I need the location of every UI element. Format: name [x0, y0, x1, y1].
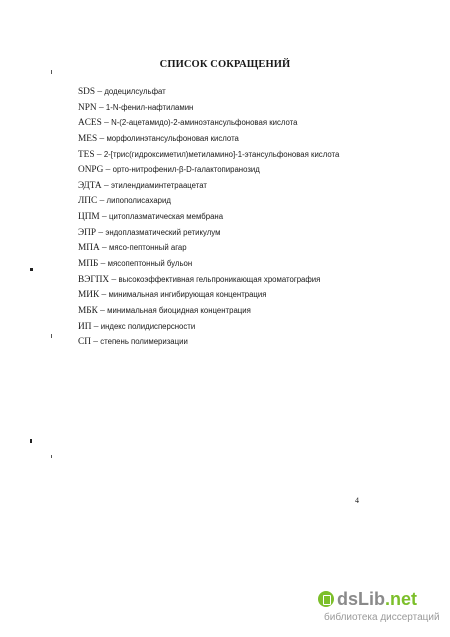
dash-separator: –: [96, 149, 102, 160]
abbreviation-definition: минимальная биоцидная концентрация: [107, 305, 251, 315]
scan-speck: [51, 334, 52, 338]
dash-separator: –: [111, 274, 117, 285]
abbreviation-definition: 1-N-фенил-нафтиламин: [105, 102, 194, 112]
abbreviation-term: SDS: [78, 87, 96, 97]
scan-speck: [51, 70, 52, 74]
dash-separator: –: [97, 87, 103, 97]
abbreviation-item: [78, 303, 438, 319]
abbreviation-definition: орто-нитрофенил-β-D-галактопиранозид: [112, 165, 260, 175]
abbreviation-item: [78, 162, 438, 178]
dash-separator: –: [100, 305, 105, 316]
dash-separator: –: [98, 102, 104, 113]
abbreviation-definition: мясопептонный бульон: [107, 259, 193, 269]
abbreviation-item: [78, 240, 438, 256]
scan-speck: [30, 439, 32, 443]
abbreviation-term: NPN: [78, 102, 97, 113]
abbreviation-definition: цитоплазматическая мембрана: [109, 212, 224, 222]
abbreviation-term: ЛПС: [78, 196, 98, 207]
abbreviation-definition: минимальная ингибирующая концентрация: [108, 290, 267, 300]
abbreviation-item: [78, 100, 438, 116]
page-number: 4: [355, 496, 359, 505]
abbreviation-term: ACES: [78, 118, 102, 129]
abbreviation-term: MES: [78, 133, 98, 144]
abbreviation-item: [78, 256, 438, 272]
abbreviation-term: ONPG: [78, 165, 104, 176]
abbreviation-term: МБК: [78, 305, 98, 316]
dash-separator: –: [104, 118, 109, 129]
dash-separator: –: [101, 290, 107, 301]
abbreviation-item: [78, 84, 438, 100]
abbreviation-item: [78, 131, 438, 147]
abbreviation-term: МИК: [78, 290, 100, 301]
abbreviation-term: МПА: [78, 243, 100, 254]
dash-separator: –: [93, 321, 99, 332]
dash-separator: –: [102, 243, 107, 254]
abbreviation-item: [78, 334, 438, 350]
dash-separator: –: [105, 165, 111, 176]
abbreviation-item: [78, 115, 438, 131]
abbreviation-item: [78, 209, 438, 225]
abbreviation-item: [78, 319, 438, 335]
dslib-watermark[interactable]: [318, 588, 448, 632]
abbreviation-list: [78, 84, 438, 350]
abbreviation-item: [78, 178, 438, 194]
abbreviation-definition: морфолинэтансульфоновая кислота: [106, 133, 239, 143]
abbreviation-definition: додецилсульфат: [104, 87, 166, 96]
book-icon: [318, 591, 334, 607]
abbreviation-definition: этилендиаминтетраацетат: [110, 180, 207, 190]
abbreviation-definition: 2-[трис(гидроксиметил)метиламино]-1-этансульфоновая кислота: [103, 149, 340, 159]
abbreviation-term: ЭПР: [78, 227, 97, 238]
abbreviation-item: [78, 193, 438, 209]
dash-separator: –: [100, 259, 106, 270]
abbreviation-item: [78, 287, 438, 303]
dash-separator: –: [102, 212, 107, 223]
abbreviation-item: [78, 147, 438, 163]
watermark-subtitle: библиотека диссертаций: [324, 612, 440, 623]
abbreviation-definition: липополисахарид: [106, 196, 171, 206]
abbreviation-item: [78, 225, 438, 241]
abbreviation-term: СП: [78, 337, 91, 348]
abbreviation-term: TES: [78, 149, 95, 160]
dash-separator: –: [99, 196, 105, 207]
abbreviation-definition: высокоэффективная гельпроникающая хроматография: [118, 274, 321, 284]
abbreviation-term: ЭДТА: [78, 180, 102, 191]
dash-separator: –: [98, 227, 104, 238]
abbreviation-term: ВЭГПХ: [78, 274, 110, 285]
abbreviation-term: ЦПМ: [78, 212, 100, 223]
abbreviation-item: [78, 272, 438, 288]
abbreviation-definition: степень полимеризации: [100, 337, 188, 347]
abbreviation-definition: мясо-пептонный агар: [109, 243, 187, 253]
abbreviation-definition: эндоплазматический ретикулум: [105, 227, 221, 237]
page-title: СПИСОК СОКРАЩЕНИЙ: [159, 59, 291, 70]
scan-speck: [51, 455, 52, 458]
dash-separator: –: [103, 180, 109, 191]
dash-separator: –: [99, 133, 105, 144]
abbreviation-definition: N-(2-ацетамидо)-2-аминоэтансульфоновая кислота: [111, 118, 298, 128]
abbreviation-term: ИП: [78, 321, 92, 332]
scan-speck: [30, 268, 33, 271]
dash-separator: –: [93, 337, 98, 348]
abbreviation-term: МПБ: [78, 259, 99, 270]
watermark-brand: dsLib.net: [337, 588, 418, 609]
abbreviation-definition: индекс полидисперсности: [100, 321, 196, 331]
